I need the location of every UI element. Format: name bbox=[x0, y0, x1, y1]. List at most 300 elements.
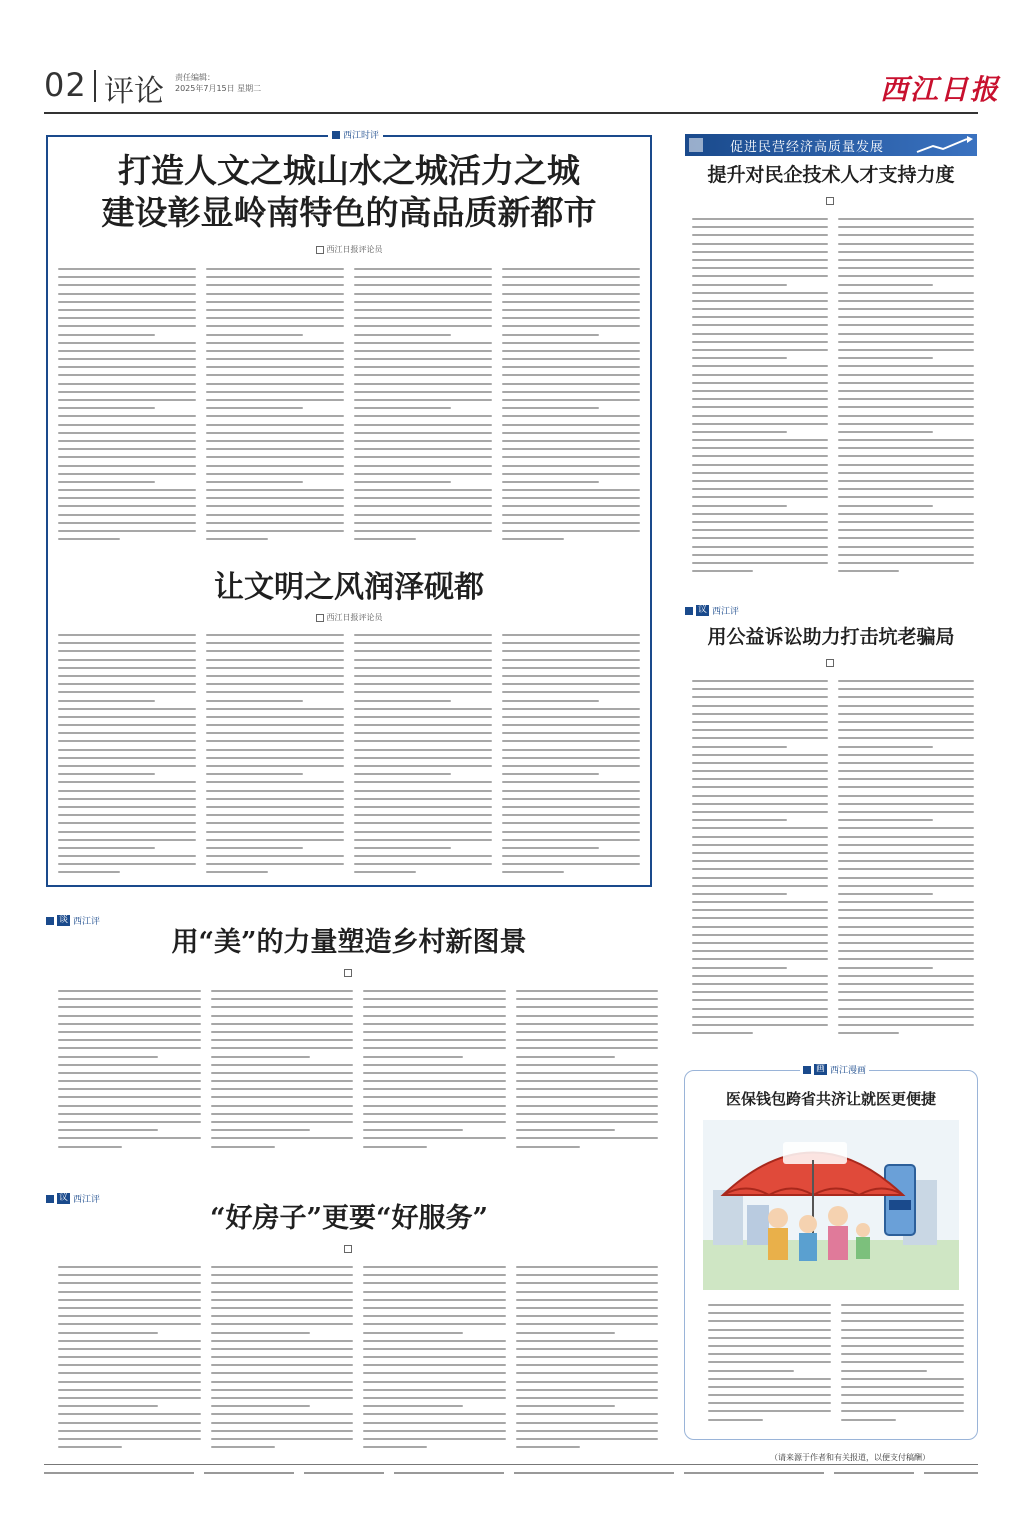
text-line bbox=[211, 1291, 354, 1293]
text-line bbox=[354, 325, 492, 327]
text-line bbox=[502, 831, 640, 833]
text-line bbox=[206, 317, 344, 319]
text-line bbox=[692, 746, 787, 748]
text-line bbox=[363, 1080, 506, 1082]
text-line bbox=[206, 659, 344, 661]
byline-box-icon bbox=[344, 1245, 352, 1253]
text-line bbox=[354, 708, 492, 710]
text-line bbox=[206, 268, 344, 270]
text-line bbox=[211, 1364, 354, 1366]
text-line bbox=[363, 1438, 506, 1440]
text-line bbox=[838, 423, 974, 425]
text-line bbox=[502, 839, 640, 841]
text-line bbox=[516, 1031, 659, 1033]
text-line bbox=[516, 1088, 659, 1090]
text-line bbox=[206, 309, 344, 311]
text-line bbox=[516, 1299, 659, 1301]
text-line bbox=[354, 432, 492, 434]
text-line bbox=[692, 431, 787, 433]
text-line bbox=[692, 357, 787, 359]
text-line bbox=[838, 819, 933, 821]
text-line bbox=[692, 737, 828, 739]
text-line bbox=[838, 860, 974, 862]
byline-box-icon bbox=[316, 246, 324, 254]
text-line bbox=[206, 424, 344, 426]
text-line bbox=[841, 1345, 964, 1347]
text-line bbox=[58, 1274, 201, 1276]
text-line bbox=[206, 700, 303, 702]
text-line bbox=[502, 309, 640, 311]
text-line bbox=[838, 218, 974, 220]
text-line bbox=[502, 268, 640, 270]
text-line bbox=[206, 284, 344, 286]
text-line bbox=[58, 1031, 201, 1033]
topic-banner-label: 促进民营经济高质量发展 bbox=[730, 140, 885, 155]
text-line bbox=[363, 1422, 506, 1424]
text-line bbox=[692, 942, 828, 944]
text-line bbox=[502, 448, 640, 450]
text-line bbox=[206, 732, 344, 734]
text-line bbox=[363, 1332, 463, 1334]
article4-title: “好房子”更要“好服务” bbox=[209, 1203, 489, 1234]
text-line bbox=[692, 754, 828, 756]
article3-tag: 谈 西江评 bbox=[46, 914, 100, 927]
text-line bbox=[206, 765, 344, 767]
text-line bbox=[58, 871, 120, 873]
text-line bbox=[841, 1419, 896, 1421]
text-line bbox=[354, 293, 492, 295]
text-line bbox=[838, 365, 974, 367]
text-line bbox=[838, 868, 974, 870]
text-line bbox=[708, 1353, 831, 1355]
text-line bbox=[838, 316, 974, 318]
text-line bbox=[58, 407, 155, 409]
text-line bbox=[206, 473, 344, 475]
text-line bbox=[838, 496, 974, 498]
text-line bbox=[516, 1137, 659, 1139]
text-line bbox=[58, 1056, 158, 1058]
text-line bbox=[206, 514, 344, 516]
text-line bbox=[692, 713, 828, 715]
text-line bbox=[363, 1146, 427, 1148]
text-column bbox=[502, 268, 640, 544]
text-line bbox=[211, 1389, 354, 1391]
text-line bbox=[211, 1023, 354, 1025]
text-line bbox=[354, 481, 451, 483]
text-line bbox=[838, 696, 974, 698]
text-line bbox=[516, 1105, 659, 1107]
text-line bbox=[354, 383, 492, 385]
text-line bbox=[502, 814, 640, 816]
text-line bbox=[354, 334, 451, 336]
text-line bbox=[838, 546, 974, 548]
text-line bbox=[363, 1047, 506, 1049]
text-line bbox=[211, 1015, 354, 1017]
text-line bbox=[838, 705, 974, 707]
text-line bbox=[58, 757, 196, 759]
header-rule bbox=[44, 112, 978, 114]
text-line bbox=[211, 1047, 354, 1049]
section-name: 评论 bbox=[104, 74, 164, 109]
text-line bbox=[692, 721, 828, 723]
text-line bbox=[841, 1386, 964, 1388]
text-line bbox=[502, 391, 640, 393]
text-line bbox=[516, 1146, 580, 1148]
text-line bbox=[708, 1370, 794, 1372]
text-line bbox=[838, 431, 933, 433]
text-line bbox=[838, 259, 974, 261]
text-line bbox=[363, 1340, 506, 1342]
text-line bbox=[206, 667, 344, 669]
text-line bbox=[354, 863, 492, 865]
text-line bbox=[206, 465, 344, 467]
text-line bbox=[206, 407, 303, 409]
byline-box-icon bbox=[344, 969, 352, 977]
text-line bbox=[211, 1323, 354, 1325]
text-line bbox=[58, 350, 196, 352]
payment-note: （请来源于作者和有关报道，以便支付稿酬） bbox=[770, 1453, 930, 1462]
text-line bbox=[206, 831, 344, 833]
newspaper-logo: 西江日报 bbox=[880, 73, 1001, 106]
text-line bbox=[838, 942, 974, 944]
text-line bbox=[363, 1056, 463, 1058]
text-line bbox=[206, 448, 344, 450]
text-line bbox=[58, 1266, 201, 1268]
text-line bbox=[502, 781, 640, 783]
text-line bbox=[502, 700, 599, 702]
text-line bbox=[206, 757, 344, 759]
text-line bbox=[206, 642, 344, 644]
text-line bbox=[58, 374, 196, 376]
text-line bbox=[363, 1315, 506, 1317]
text-line bbox=[502, 708, 640, 710]
text-line bbox=[211, 1080, 354, 1082]
text-line bbox=[211, 1315, 354, 1317]
text-line bbox=[206, 489, 344, 491]
text-line bbox=[502, 822, 640, 824]
text-line bbox=[516, 1356, 659, 1358]
text-line bbox=[502, 383, 640, 385]
text-line bbox=[58, 391, 196, 393]
text-line bbox=[211, 1266, 354, 1268]
text-line bbox=[516, 1274, 659, 1276]
text-line bbox=[502, 407, 599, 409]
text-line bbox=[58, 675, 196, 677]
text-line bbox=[838, 480, 974, 482]
text-line bbox=[838, 1032, 899, 1034]
text-line bbox=[838, 292, 974, 294]
text-line bbox=[363, 1430, 506, 1432]
text-line bbox=[516, 1315, 659, 1317]
text-line bbox=[838, 901, 974, 903]
text-line bbox=[841, 1402, 964, 1404]
text-line bbox=[502, 691, 640, 693]
text-line bbox=[58, 814, 196, 816]
article2-body bbox=[58, 634, 640, 874]
text-line bbox=[692, 292, 828, 294]
text-line bbox=[838, 415, 974, 417]
text-line bbox=[58, 440, 196, 442]
text-line bbox=[692, 275, 828, 277]
text-line bbox=[363, 1088, 506, 1090]
text-line bbox=[58, 1299, 201, 1301]
text-line bbox=[58, 724, 196, 726]
text-line bbox=[363, 1039, 506, 1041]
text-line bbox=[516, 1056, 616, 1058]
text-line bbox=[708, 1304, 831, 1306]
text-line bbox=[502, 538, 564, 540]
text-line bbox=[354, 530, 492, 532]
text-line bbox=[58, 1137, 201, 1139]
text-line bbox=[206, 798, 344, 800]
text-line bbox=[502, 659, 640, 661]
text-line bbox=[502, 374, 640, 376]
text-line bbox=[502, 530, 640, 532]
text-line bbox=[58, 489, 196, 491]
article4-byline bbox=[46, 1244, 652, 1253]
text-line bbox=[692, 480, 828, 482]
text-line bbox=[502, 798, 640, 800]
text-line bbox=[838, 488, 974, 490]
text-line bbox=[363, 1413, 506, 1415]
text-column bbox=[363, 990, 506, 1150]
text-line bbox=[58, 1129, 158, 1131]
article3-byline bbox=[46, 968, 652, 977]
text-line bbox=[211, 1422, 354, 1424]
text-line bbox=[502, 716, 640, 718]
text-line bbox=[58, 1121, 201, 1123]
text-line bbox=[692, 1016, 828, 1018]
text-line bbox=[692, 554, 828, 556]
text-line bbox=[692, 705, 828, 707]
text-line bbox=[692, 333, 828, 335]
text-line bbox=[354, 407, 451, 409]
text-line bbox=[58, 855, 196, 857]
text-line bbox=[841, 1329, 964, 1331]
text-line bbox=[354, 634, 492, 636]
text-line bbox=[692, 1024, 828, 1026]
text-line bbox=[206, 822, 344, 824]
text-line bbox=[363, 1348, 506, 1350]
text-line bbox=[838, 234, 974, 236]
text-line bbox=[354, 374, 492, 376]
text-line bbox=[211, 1299, 354, 1301]
text-line bbox=[363, 1064, 506, 1066]
text-line bbox=[516, 1129, 616, 1131]
text-line bbox=[516, 1438, 659, 1440]
text-line bbox=[516, 1340, 659, 1342]
text-line bbox=[58, 1291, 201, 1293]
text-line bbox=[502, 489, 640, 491]
text-line bbox=[58, 659, 196, 661]
text-line bbox=[211, 1056, 311, 1058]
text-line bbox=[841, 1320, 964, 1322]
text-line bbox=[502, 871, 564, 873]
text-line bbox=[516, 1397, 659, 1399]
text-line bbox=[502, 284, 640, 286]
text-line bbox=[206, 790, 344, 792]
text-line bbox=[58, 806, 196, 808]
text-line bbox=[692, 513, 828, 515]
text-line bbox=[502, 855, 640, 857]
text-line bbox=[363, 1291, 506, 1293]
text-line bbox=[692, 234, 828, 236]
text-line bbox=[692, 1008, 828, 1010]
footer-rule bbox=[44, 1464, 978, 1465]
text-line bbox=[58, 424, 196, 426]
text-line bbox=[838, 447, 974, 449]
text-line bbox=[502, 863, 640, 865]
article6-body bbox=[692, 680, 974, 1040]
text-line bbox=[58, 538, 120, 540]
text-line bbox=[354, 839, 492, 841]
text-line bbox=[206, 350, 344, 352]
text-line bbox=[58, 465, 196, 467]
text-line bbox=[363, 1113, 506, 1115]
text-line bbox=[692, 218, 828, 220]
text-line bbox=[354, 514, 492, 516]
text-line bbox=[58, 342, 196, 344]
text-line bbox=[692, 562, 828, 564]
text-line bbox=[354, 667, 492, 669]
text-line bbox=[354, 675, 492, 677]
text-line bbox=[516, 1364, 659, 1366]
text-line bbox=[211, 1088, 354, 1090]
text-line bbox=[211, 1405, 311, 1407]
text-column bbox=[58, 1266, 201, 1454]
text-line bbox=[363, 1023, 506, 1025]
text-line bbox=[692, 464, 828, 466]
text-line bbox=[516, 1405, 616, 1407]
text-line bbox=[206, 724, 344, 726]
article3-body bbox=[58, 990, 658, 1150]
text-line bbox=[692, 1032, 753, 1034]
text-line bbox=[692, 251, 828, 253]
text-line bbox=[363, 1266, 506, 1268]
text-line bbox=[58, 642, 196, 644]
text-line bbox=[838, 852, 974, 854]
text-line bbox=[516, 1080, 659, 1082]
text-line bbox=[502, 847, 599, 849]
text-line bbox=[516, 1307, 659, 1309]
text-line bbox=[211, 1381, 354, 1383]
text-line bbox=[502, 675, 640, 677]
text-line bbox=[211, 1307, 354, 1309]
text-line bbox=[692, 496, 828, 498]
text-line bbox=[692, 991, 828, 993]
text-line bbox=[58, 1315, 201, 1317]
text-line bbox=[363, 1121, 506, 1123]
text-line bbox=[838, 926, 974, 928]
text-line bbox=[692, 406, 828, 408]
text-line bbox=[516, 1023, 659, 1025]
text-line bbox=[58, 1438, 201, 1440]
text-line bbox=[841, 1337, 964, 1339]
tag-mark: 画 bbox=[816, 1064, 826, 1074]
text-line bbox=[58, 432, 196, 434]
text-line bbox=[692, 259, 828, 261]
text-line bbox=[692, 243, 828, 245]
text-line bbox=[502, 650, 640, 652]
text-line bbox=[58, 522, 196, 524]
text-line bbox=[363, 1129, 463, 1131]
text-line bbox=[502, 415, 640, 417]
text-line bbox=[58, 1405, 158, 1407]
text-line bbox=[354, 781, 492, 783]
text-line bbox=[58, 740, 196, 742]
text-line bbox=[58, 415, 196, 417]
text-line bbox=[206, 675, 344, 677]
text-line bbox=[363, 1096, 506, 1098]
text-line bbox=[692, 415, 828, 417]
text-line bbox=[211, 998, 354, 1000]
text-line bbox=[838, 562, 974, 564]
article7-title: 医保钱包跨省共济让就医更便捷 bbox=[725, 1090, 936, 1108]
text-line bbox=[838, 803, 974, 805]
text-line bbox=[58, 1105, 201, 1107]
text-line bbox=[58, 831, 196, 833]
text-line bbox=[58, 1015, 201, 1017]
text-column bbox=[206, 268, 344, 544]
text-line bbox=[838, 754, 974, 756]
text-line bbox=[354, 724, 492, 726]
text-line bbox=[516, 1291, 659, 1293]
text-line bbox=[206, 806, 344, 808]
text-line bbox=[708, 1402, 831, 1404]
text-line bbox=[692, 958, 828, 960]
article3-title: 用“美”的力量塑造乡村新图景 bbox=[171, 927, 527, 958]
text-line bbox=[354, 415, 492, 417]
text-line bbox=[692, 860, 828, 862]
article1-title-line1: 打造人文之城山水之城活力之城 bbox=[118, 151, 580, 190]
text-column bbox=[708, 1304, 831, 1428]
text-line bbox=[58, 822, 196, 824]
footer-text-lines bbox=[44, 1470, 978, 1478]
text-line bbox=[58, 708, 196, 710]
text-line bbox=[354, 276, 492, 278]
text-column bbox=[354, 268, 492, 544]
text-line bbox=[58, 790, 196, 792]
text-line bbox=[354, 871, 416, 873]
text-line bbox=[206, 749, 344, 751]
text-line bbox=[516, 1039, 659, 1041]
article1-title-line2: 建设彰显岭南特色的高品质新都市 bbox=[101, 193, 597, 232]
text-line bbox=[692, 852, 828, 854]
text-line bbox=[206, 634, 344, 636]
text-line bbox=[838, 464, 974, 466]
text-line bbox=[58, 765, 196, 767]
text-line bbox=[58, 1080, 201, 1082]
text-line bbox=[692, 893, 787, 895]
header-meta-line2: 2025年7月15日 星期二 bbox=[175, 84, 262, 93]
text-line bbox=[206, 366, 344, 368]
text-line bbox=[692, 447, 828, 449]
text-line bbox=[838, 958, 974, 960]
text-line bbox=[206, 342, 344, 344]
text-line bbox=[206, 847, 303, 849]
text-line bbox=[211, 1282, 354, 1284]
text-line bbox=[211, 1072, 354, 1074]
text-line bbox=[206, 691, 344, 693]
text-line bbox=[516, 1430, 659, 1432]
text-line bbox=[58, 1413, 201, 1415]
text-line bbox=[502, 749, 640, 751]
text-line bbox=[502, 757, 640, 759]
text-line bbox=[502, 301, 640, 303]
text-line bbox=[516, 1332, 616, 1334]
text-line bbox=[692, 505, 787, 507]
text-line bbox=[838, 513, 974, 515]
